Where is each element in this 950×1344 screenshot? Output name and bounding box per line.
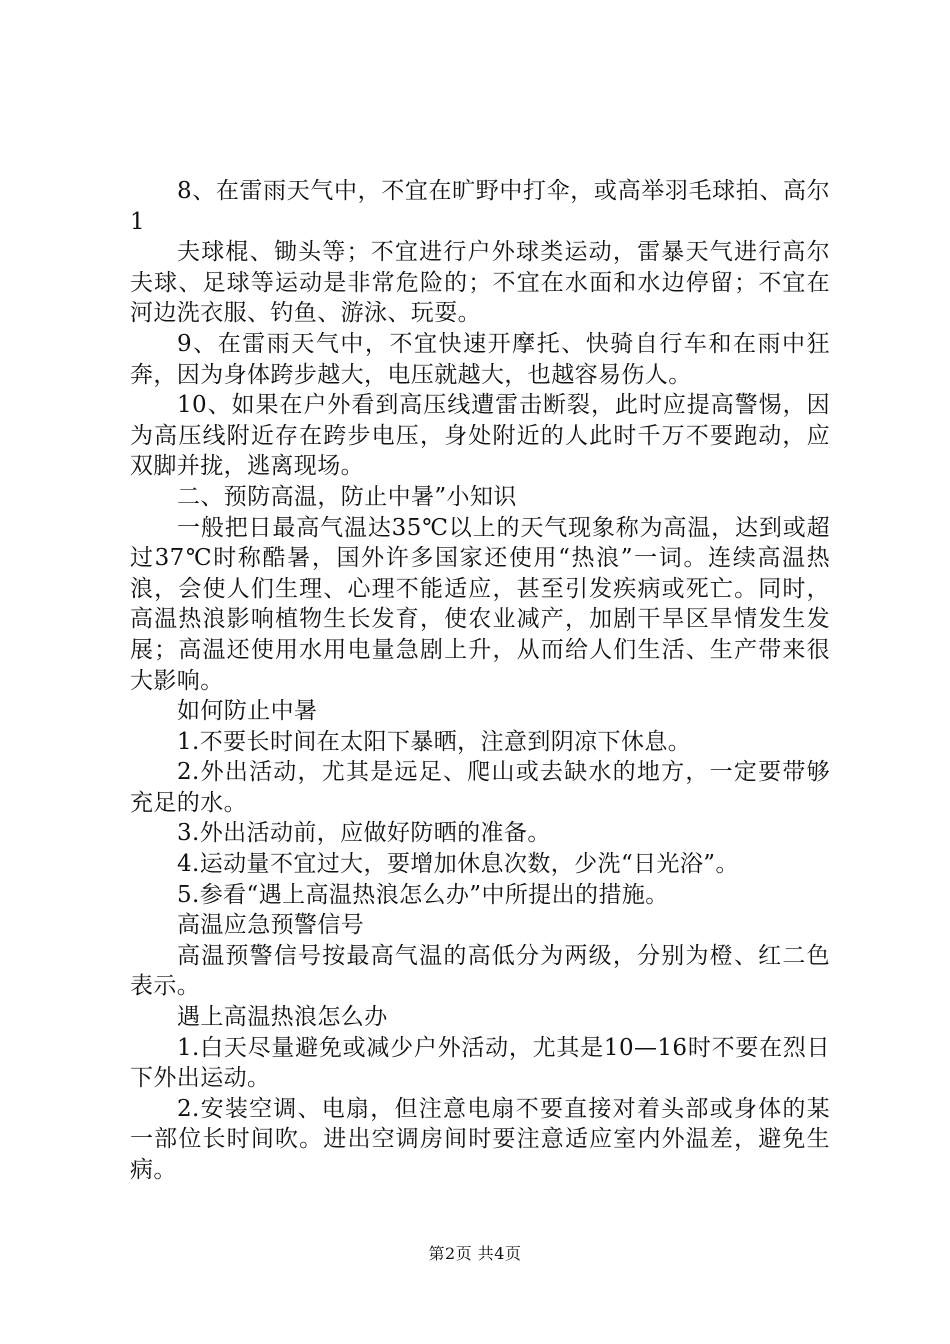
paragraph-lightning-tip-9: 9、在雷雨天气中，不宜快速开摩托、快骑自行车和在雨中狂奔，因为身体跨步越大，电压就越大，也越容易伤人。 — [130, 330, 830, 388]
section-heading-heat-prevention: 二、预防高温，防止中暑”小知识 — [177, 483, 517, 510]
list-item-response-1: 1.白天尽量避免或减少户外活动，尤其是10—16时不要在烈日下外出运动。 — [130, 1034, 830, 1092]
list-item-prevent-3: 3.外出活动前，应做好防晒的准备。 — [177, 820, 551, 847]
list-item-prevent-5: 5.参看“遇上高温热浪怎么办”中所提出的措施。 — [177, 881, 669, 908]
paragraph-lightning-tip-8: 8、在雷雨天气中，不宜在旷野中打伞，或高举羽毛球拍、高尔1 — [130, 178, 830, 235]
list-item-prevent-1: 1.不要长时间在太阳下暴晒，注意到阴凉下休息。 — [177, 728, 692, 755]
document-body — [130, 176, 830, 1186]
page-number-footer: 第2页 共4页 — [428, 1244, 522, 1263]
paragraph-lightning-tip-10: 10、如果在户外看到高压线遭雷击断裂，此时应提高警惕，因为高压线附近存在跨步电压，身处附近的人此时千万不要跑动，应双脚并拢，逃离现场。 — [130, 392, 830, 480]
list-item-prevent-2: 2.外出活动，尤其是远足、爬山或去缺水的地方，一定要带够充足的水。 — [130, 759, 830, 816]
paragraph-heat-definition: 一般把日最高气温达35℃以上的天气现象称为高温，达到或超过37℃时称酷暑，国外许多国家还使用“热浪”一词。连续高温热浪，会使人们生理、心理不能适应，甚至引发疾病或死亡。同时，高温热浪影响植物生长发育，使农业减产，加剧干旱区旱情发生发展；高温还使用水用电量急剧上升，从而给人们生活、生产带来很大影响。 — [130, 514, 830, 694]
subheading-heatwave-response: 遇上高温热浪怎么办 — [177, 1004, 388, 1031]
paragraph-warning-signal: 高温预警信号按最高气温的高低分为两级，分别为橙、红二色表示。 — [130, 942, 830, 1000]
list-item-prevent-4: 4.运动量不宜过大，要增加休息次数，少洗“日光浴”。 — [177, 851, 739, 878]
paragraph-lightning-tip-8-continued: 夫球棍、锄头等；不宜进行户外球类运动，雷暴天气进行高尔夫球、足球等运动是非常危险的；不宜在水面和水边停留；不宜在河边洗衣服、钓鱼、游泳、玩耍。 — [130, 239, 830, 327]
list-item-response-2: 2.安装空调、电扇，但注意电扇不要直接对着头部或身体的某一部位长时间吹。进出空调房间时要注意适应室内外温差，避免生病。 — [130, 1095, 830, 1183]
subheading-prevent-heatstroke: 如何防止中暑 — [177, 698, 318, 725]
subheading-warning-signal: 高温应急预警信号 — [177, 912, 365, 939]
